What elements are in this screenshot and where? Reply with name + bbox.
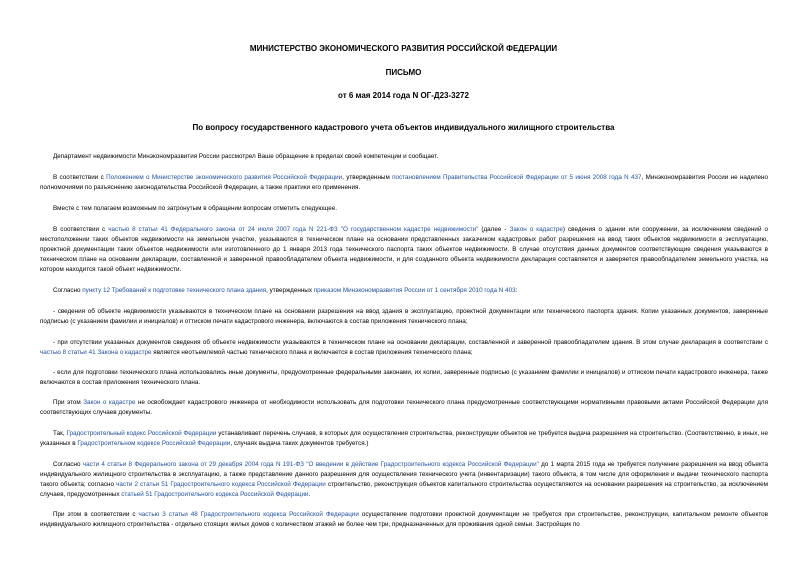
link-order-403[interactable]: приказом Минэкономразвития России от 1 сентября 2010 года N 403 — [313, 287, 516, 294]
paragraph-intro: Департамент недвижимости Минэкономразвития России рассмотрел Ваше обращение в пределах своей компетенции и сообщает. — [53, 153, 439, 160]
paragraph-urban-code: Так, Градостроительный кодекс Российской Федерации устанавливает перечень случаев, в которых для осуществления строительства, реконструкции объектов не требуется выдача разрешения на строительство. (Соответственно, в иных, не указанных в Градостроительном кодексе Российской Федерации, случаях выдача таких документов требуется.) — [40, 430, 768, 447]
document-type: ПИСЬМО — [385, 68, 422, 77]
paragraph-cadastre-law: В соответствии с частью 8 статьи 41 Федерального закона от 24 июля 2007 года N 221-ФЗ "О государственном кадастре недвижимости" (далее - Закон о кадастре) сведения о здании или сооружении, за исключением сведений о местоположении таких объектов недвижимости на земельном участке, указываются в техническом плане на основании представленных заказчиком кадастровых работ разрешения на ввод таких объектов недвижимости в эксплуатацию, проектной документации таких объектов недвижимости или изготовленного до 1 января 2013 года технического паспорта таких объектов недвижимости. В случае отсутствия данных документов соответствующие сведения указываются в техническом плане на основании декларации, составленной и заверенной правообладателем объекта недвижимости, и для созданного объекта недвижимости декларация составляется и заверяется правообладателем земельного участка, на котором находится такой объект недвижимости. — [40, 226, 769, 273]
link-item-12[interactable]: пункту 12 Требований к подготовке технического плана здания — [82, 287, 267, 294]
link-article-41-part-8[interactable]: частью 8 статьи 41 Закона о кадастре — [40, 349, 152, 356]
bullet-other-documents: - если для подготовки технического плана использовались иные документы, предусмотренные федеральными законами, их копии, заверенные подписью (с указанием фамилии и инициалов) и оттиском печати кадастрового инженера, также включаются в состав приложения технического плана. — [40, 369, 768, 386]
link-regulation[interactable]: Положением о Министерстве экономического развития Российской Федерации — [106, 174, 343, 181]
link-urban-code[interactable]: Градостроительный кодекс Российской Федерации — [66, 430, 217, 437]
link-urban-code-2[interactable]: Градостроительном кодексе Российской Федерации — [77, 440, 231, 447]
link-article-51-part-2[interactable]: части 2 статьи 51 Градостроительного кодекса Российской Федерации — [116, 481, 326, 488]
paragraph-note: Вместе с тем полагаем возможным по затронутым в обращении вопросам отметить следующее. — [53, 205, 337, 212]
link-article-51[interactable]: статьей 51 Градостроительного кодекса Российской Федерации — [121, 491, 309, 498]
paragraph-requirements: Согласно пункту 12 Требований к подготовке технического плана здания, утвержденных приказом Минэкономразвития России от 1 сентября 2010 года N 403: — [53, 287, 518, 294]
bullet-documents: - сведения об объекте недвижимости указываются в техническом плане на основании разрешения на ввод здания в эксплуатацию, проектной документации или технического паспорта здания. Копии указанных документов, заверенные подписью (с указанием фамилии и инициалов) и оттиском печати кадастрового инженера, включаются в состав приложения технического плана; — [40, 308, 768, 325]
paragraph-191-fz: Согласно части 4 статьи 8 Федерального закона от 29 декабря 2004 года N 191-ФЗ "О введении в действие Градостроительного кодекса Российской Федерации" до 1 марта 2015 года не требуется получение разрешения на ввод объекта индивидуального жилищного строительства в эксплуатацию, а также представление данного разрешения для осуществления технического учета (инвентаризации) такого объекта, в том числе для оформления и выдачи технического паспорта такого объекта; согласно части 2 статьи 51 Градостроительного кодекса Российской Федерации строительство, реконструкция объектов капитального строительства осуществляются на основании разрешения на строительство, за исключением случаев, предусмотренных статьей 51 Градостроительного кодекса Российской Федерации. — [40, 461, 769, 498]
paragraph-competence: В соответствии с Положением о Министерстве экономического развития Российской Федерации, утвержденным постановлением Правительства Российской Федерации от 5 июня 2008 года N 437, Минэкономразвития России не наделено полномочиями по разъяснению законодательства Российской Федерации, а также практики его применения. — [40, 174, 769, 191]
link-cadastre-law[interactable]: Закон о кадастре — [509, 226, 563, 233]
document-date-number: от 6 мая 2014 года N ОГ-Д23-3272 — [338, 91, 469, 100]
document-subject: По вопросу государственного кадастрового учета объектов индивидуального жилищного строительства — [192, 123, 615, 132]
paragraph-engineer: При этом Закон о кадастре не освобождает кадастрового инженера от необходимости использовать для подготовки технического плана предусмотренные соответствующими нормативными правовыми актами Российской Федерации для соответствующих случаев документы. — [40, 399, 768, 416]
link-government-decree[interactable]: постановлением Правительства Российской Федерации от 5 июня 2008 года N 437 — [392, 174, 642, 181]
link-article-41[interactable]: частью 8 статьи 41 Федерального закона от 24 июля 2007 года N 221-ФЗ "О государственном кадастре недвижимости" — [108, 226, 479, 233]
ministry-heading: МИНИСТЕРСТВО ЭКОНОМИЧЕСКОГО РАЗВИТИЯ РОССИЙСКОЙ ФЕДЕРАЦИИ — [249, 44, 558, 53]
bullet-declaration: - при отсутствии указанных документов сведения об объекте недвижимости указываются в техническом плане на основании декларации, составленной и заверенной правообладателем здания. В этом случае декларация в соответствии с частью 8 статьи 41 Закона о кадастре является неотъемлемой частью технического плана и включается в состав приложения технического плана; — [40, 339, 768, 356]
link-article-48[interactable]: частью 3 статьи 48 Градостроительного кодекса Российской Федерации — [138, 511, 359, 518]
paragraph-article-48: При этом в соответствии с частью 3 статьи 48 Градостроительного кодекса Российской Федерации осуществление подготовки проектной документации не требуется при строительстве, реконструкции, капитальном ремонте объектов индивидуального жилищного строительства - отдельно стоящих жилых домов с количеством этажей не более чем три, предназначенных для проживания одной семьи. Застройщик по — [40, 511, 768, 528]
link-cadastre-law-2[interactable]: Закон о кадастре — [83, 399, 136, 406]
link-law-191[interactable]: части 4 статьи 8 Федерального закона от 29 декабря 2004 года N 191-ФЗ "О введении в действие Градостроительного кодекса Российской Федерации" — [82, 461, 539, 468]
